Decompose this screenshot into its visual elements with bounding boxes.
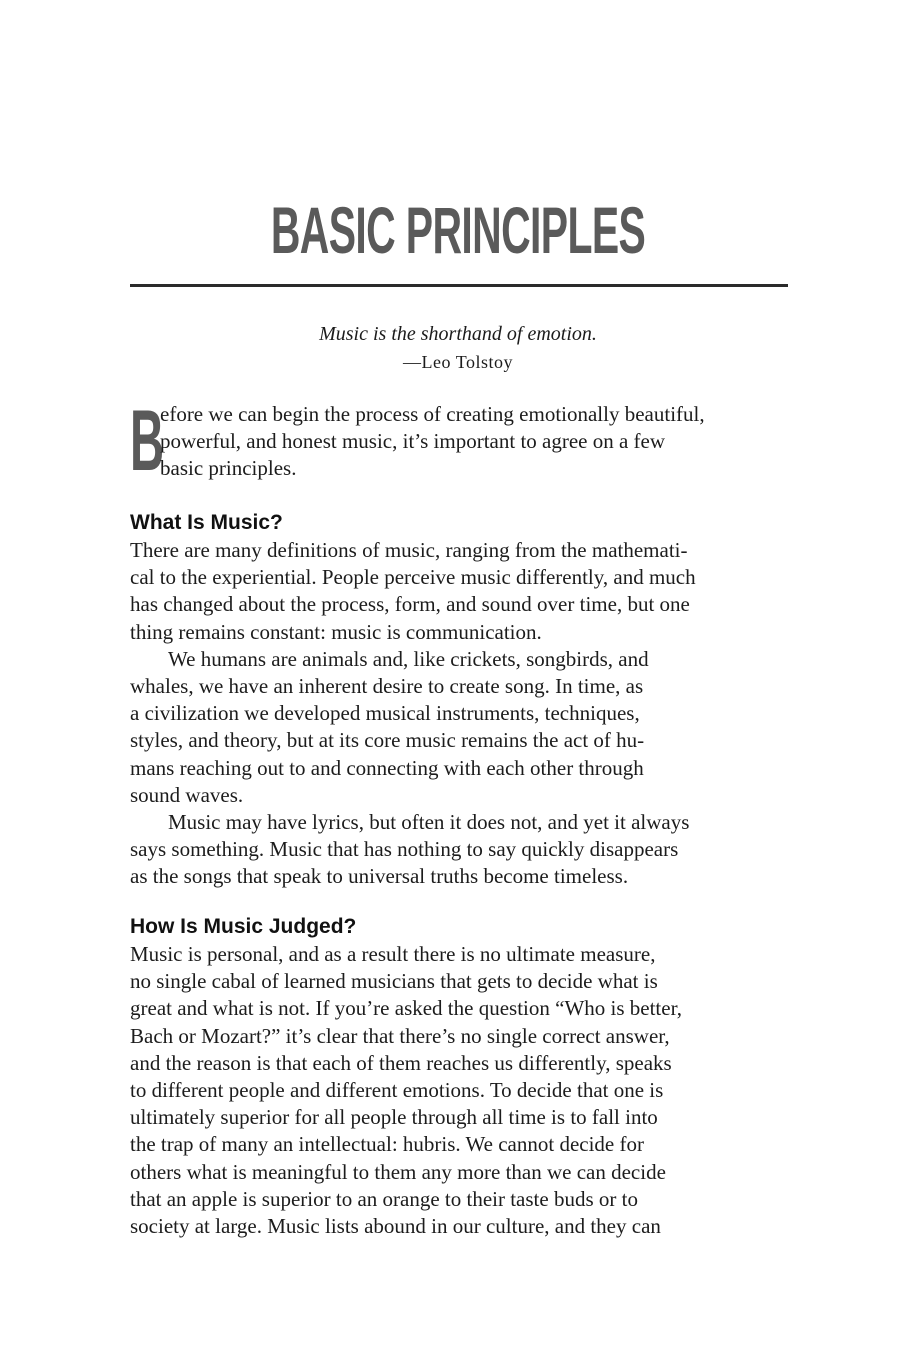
title-rule [130,284,788,287]
section-how-is-music-judged [130,913,790,1240]
text-line: a civilization we developed musical instruments, techniques, [130,701,640,726]
paragraph [130,941,790,1240]
section-what-is-music [130,509,790,891]
intro-line: basic principles. [160,456,297,481]
text-line: Music may have lyrics, but often it does not, and yet it always [168,810,690,835]
epigraph [130,320,786,376]
text-line: others what is meaningful to them any more than we can decide [130,1159,666,1184]
paragraph [130,537,790,646]
text-line: thing remains constant: music is communication. [130,619,542,644]
intro-line: powerful, and honest music, it’s important to agree on a few [160,429,666,454]
text-line: sound waves. [130,782,244,807]
text-line: that an apple is superior to an orange to their taste buds or to [130,1186,638,1211]
section-heading: What Is Music? [130,511,283,534]
chapter-title: BASIC PRINCIPLES [270,193,646,267]
text-line: has changed about the process, form, and sound over time, but one [130,592,690,617]
intro-paragraph [130,393,790,489]
text-line: cal to the experiential. People perceive music differently, and much [130,565,696,590]
intro-line: efore we can begin the process of creating emotionally beautiful, [160,402,705,426]
text-line: styles, and theory, but at its core music remains the act of hu- [130,728,645,753]
paragraph [130,809,790,891]
drop-cap: B [130,393,165,489]
text-line: and the reason is that each of them reaches us differently, speaks [130,1050,672,1075]
text-line: whales, we have an inherent desire to create song. In time, as [130,674,644,699]
text-line: says something. Music that has nothing to say quickly disappears [130,837,679,862]
epigraph-quote: Music is the shorthand of emotion. [319,323,597,345]
epigraph-author: —Leo Tolstoy [403,352,513,372]
text-line: Music is personal, and as a result there is no ultimate measure, [130,942,656,966]
text-line: There are many definitions of music, ranging from the mathemati- [130,538,688,562]
text-line: as the songs that speak to universal truths become timeless. [130,864,629,889]
text-line: ultimately superior for all people through all time is to fall into [130,1105,658,1130]
text-line: We humans are animals and, like crickets, songbirds, and [168,646,649,671]
text-line: the trap of many an intellectual: hubris. We cannot decide for [130,1132,644,1157]
text-line: to different people and different emotions. To decide that one is [130,1078,664,1103]
paragraph [130,646,790,809]
text-line: society at large. Music lists abound in our culture, and they can [130,1214,661,1239]
text-line: Bach or Mozart?” it’s clear that there’s no single correct answer, [130,1023,670,1048]
text-line: no single cabal of learned musicians that gets to decide what is [130,969,658,994]
text-line: great and what is not. If you’re asked the question “Who is better, [130,996,682,1021]
section-heading: How Is Music Judged? [130,915,357,938]
text-line: mans reaching out to and connecting with each other through [130,755,644,780]
